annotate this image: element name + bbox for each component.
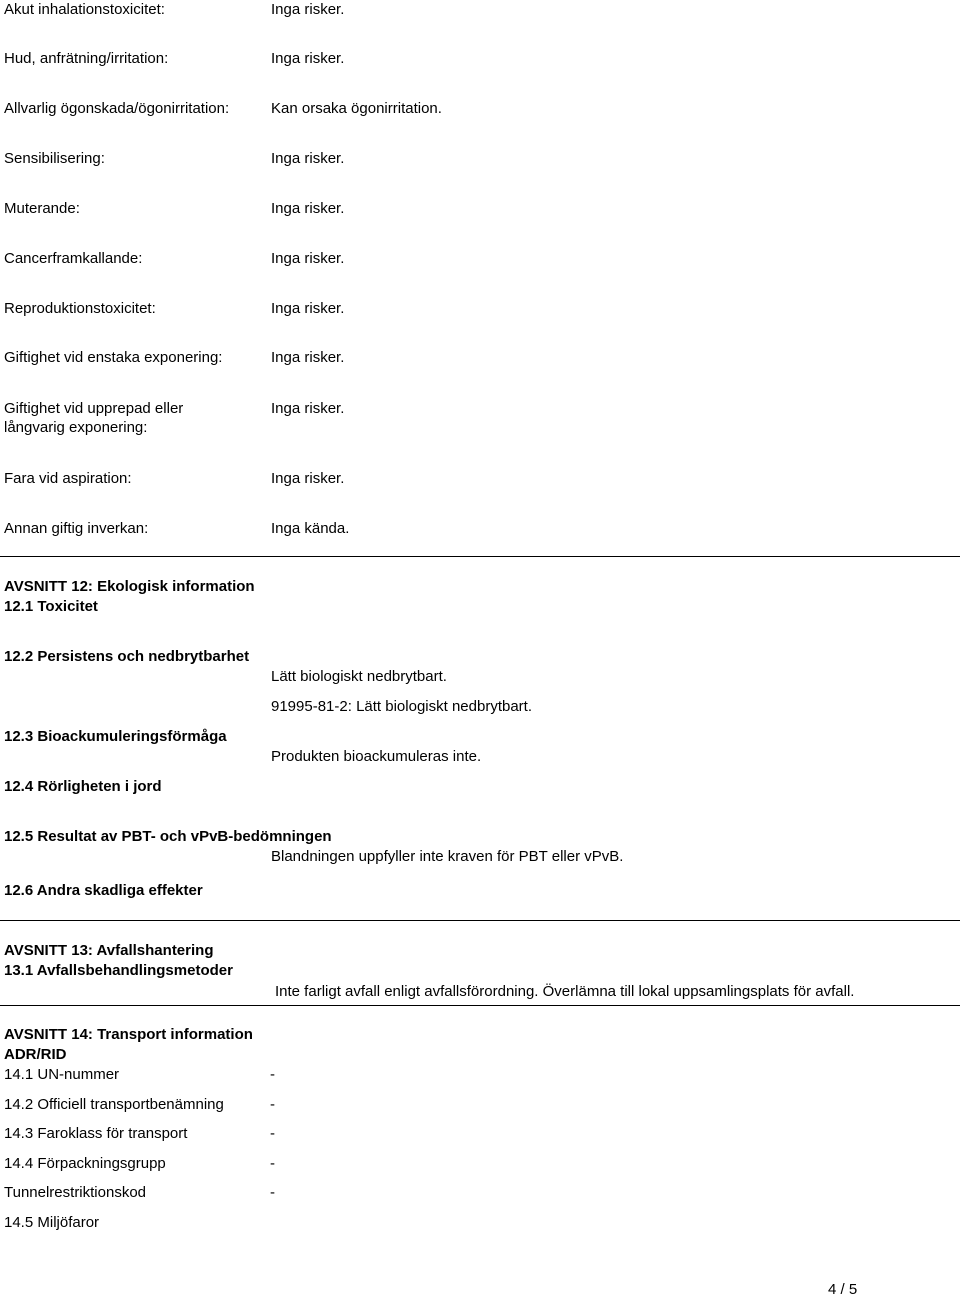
transport-value: - bbox=[270, 1096, 275, 1113]
transport-label: 14.5 Miljöfaror bbox=[4, 1214, 100, 1231]
tox-row bbox=[0, 299, 960, 339]
mobility-heading: 12.4 Rörligheten i jord bbox=[4, 778, 162, 795]
tox-value: Inga risker. bbox=[271, 150, 345, 167]
persistence-value: Lätt biologiskt nedbrytbart. bbox=[271, 668, 447, 685]
transport-label: 14.2 Officiell transportbenämning bbox=[4, 1096, 224, 1113]
tox-label: Annan giftig inverkan: bbox=[4, 520, 149, 537]
section-13-title: AVSNITT 13: Avfallshantering bbox=[4, 942, 214, 959]
tox-value: Inga risker. bbox=[271, 300, 345, 317]
tox-label: Fara vid aspiration: bbox=[4, 470, 132, 487]
transport-value: - bbox=[270, 1184, 275, 1201]
transport-row bbox=[0, 1183, 400, 1203]
transport-row bbox=[0, 1065, 400, 1085]
other-effects-heading: 12.6 Andra skadliga effekter bbox=[4, 882, 203, 899]
pbt-heading: 12.5 Resultat av PBT- och vPvB-bedömningen bbox=[4, 828, 332, 845]
transport-row bbox=[0, 1213, 400, 1233]
tox-row bbox=[0, 0, 960, 40]
tox-row bbox=[0, 399, 960, 439]
transport-label: Tunnelrestriktionskod bbox=[4, 1184, 147, 1201]
adr-rid-subtitle: ADR/RID bbox=[4, 1046, 67, 1063]
tox-value: Kan orsaka ögonirritation. bbox=[271, 100, 442, 117]
waste-methods-value: Inte farligt avfall enligt avfallsförordning. Överlämna till lokal uppsamlingsplats för avfall. bbox=[275, 983, 855, 1000]
section-divider bbox=[0, 556, 960, 557]
tox-value: Inga risker. bbox=[271, 349, 345, 366]
section-12-title: AVSNITT 12: Ekologisk information bbox=[4, 578, 255, 595]
page-number: 4 / 5 bbox=[828, 1281, 858, 1298]
tox-label: Hud, anfrätning/irritation: bbox=[4, 50, 169, 67]
section-divider bbox=[0, 1005, 960, 1006]
section-divider bbox=[0, 920, 960, 921]
transport-row bbox=[0, 1154, 400, 1174]
transport-value: - bbox=[270, 1155, 275, 1172]
tox-value: Inga kända. bbox=[271, 520, 350, 537]
tox-row bbox=[0, 199, 960, 239]
transport-value: - bbox=[270, 1066, 275, 1083]
tox-row bbox=[0, 469, 960, 509]
tox-row bbox=[0, 99, 960, 139]
bioaccumulation-heading: 12.3 Bioackumuleringsförmåga bbox=[4, 728, 227, 745]
tox-row bbox=[0, 249, 960, 289]
transport-value: - bbox=[270, 1125, 275, 1142]
tox-label: Allvarlig ögonskada/ögonirritation: bbox=[4, 100, 230, 117]
persistence-heading: 12.2 Persistens och nedbrytbarhet bbox=[4, 648, 250, 665]
tox-row bbox=[0, 49, 960, 89]
tox-label: Akut inhalationstoxicitet: bbox=[4, 1, 165, 18]
tox-row bbox=[0, 149, 960, 189]
tox-value: Inga risker. bbox=[271, 50, 345, 67]
tox-label: Giftighet vid upprepad eller långvarig exponering: bbox=[4, 400, 184, 436]
tox-label: Muterande: bbox=[4, 200, 80, 217]
section-14-title: AVSNITT 14: Transport information bbox=[4, 1026, 253, 1043]
tox-value: Inga risker. bbox=[271, 400, 345, 417]
tox-value: Inga risker. bbox=[271, 470, 345, 487]
toxicity-heading: 12.1 Toxicitet bbox=[4, 598, 98, 615]
tox-label: Reproduktionstoxicitet: bbox=[4, 300, 156, 317]
tox-value: Inga risker. bbox=[271, 250, 345, 267]
tox-row bbox=[0, 348, 960, 388]
transport-row bbox=[0, 1124, 400, 1144]
persistence-value-cas: 91995-81-2: Lätt biologiskt nedbrytbart. bbox=[271, 698, 532, 715]
waste-methods-heading: 13.1 Avfallsbehandlingsmetoder bbox=[4, 962, 233, 979]
tox-row bbox=[0, 519, 960, 559]
transport-label: 14.3 Faroklass för transport bbox=[4, 1125, 188, 1142]
tox-label: Cancerframkallande: bbox=[4, 250, 143, 267]
tox-label: Sensibilisering: bbox=[4, 150, 105, 167]
bioaccumulation-value: Produkten bioackumuleras inte. bbox=[271, 748, 482, 765]
transport-label: 14.4 Förpackningsgrupp bbox=[4, 1155, 166, 1172]
tox-label: Giftighet vid enstaka exponering: bbox=[4, 349, 223, 366]
tox-value: Inga risker. bbox=[271, 1, 345, 18]
pbt-value: Blandningen uppfyller inte kraven för PBT eller vPvB. bbox=[271, 848, 624, 865]
tox-value: Inga risker. bbox=[271, 200, 345, 217]
transport-label: 14.1 UN-nummer bbox=[4, 1066, 120, 1083]
transport-row bbox=[0, 1095, 400, 1115]
